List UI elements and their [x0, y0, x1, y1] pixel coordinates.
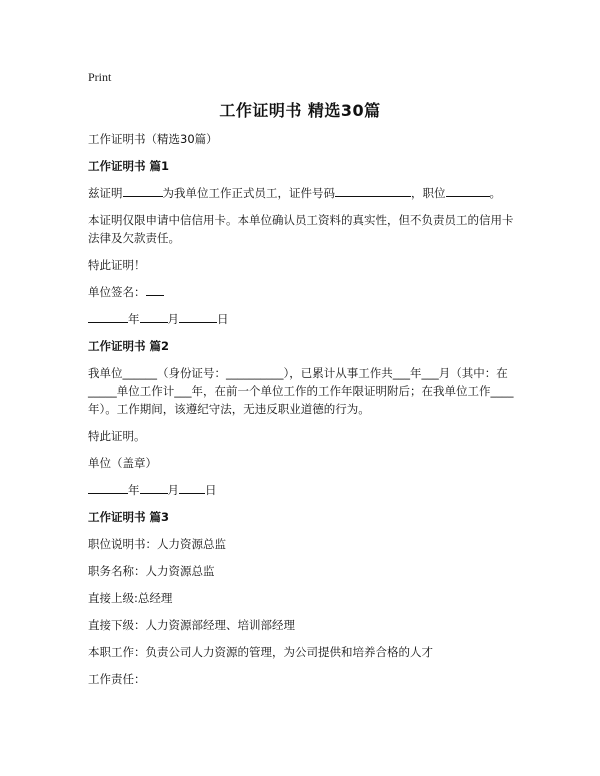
day-blank — [179, 310, 217, 323]
section-3-paragraph-5: 本职工作：负责公司人力资源的管理，为公司提供和培养合格的人才 — [88, 645, 433, 659]
section-3-heading: 工作证明书 篇3 — [88, 510, 170, 524]
s1-p1-d: 。 — [489, 186, 501, 200]
section-3-paragraph-2: 职务名称：人力资源总监 — [88, 564, 215, 578]
s1-p1-c: ，职位 — [411, 186, 446, 200]
section-3-paragraph-3: 直接上级:总经理 — [88, 591, 173, 605]
name-blank — [123, 184, 163, 197]
day-label: 日 — [205, 483, 217, 497]
section-1-heading: 工作证明书 篇1 — [88, 159, 170, 173]
document-body — [88, 130, 518, 697]
id-number-blank — [335, 184, 411, 197]
s1-p1-a: 兹证明 — [88, 186, 123, 200]
month-blank — [140, 481, 168, 494]
section-1-paragraph-2: 本证明仅限申请中信信用卡。本单位确认员工资料的真实性，但不负责员工的信用卡法律及欠款责任。 — [88, 213, 514, 245]
year-blank — [88, 310, 128, 323]
day-blank — [179, 481, 205, 494]
month-label: 月 — [167, 312, 179, 326]
year-label: 年 — [128, 483, 140, 497]
position-blank — [446, 184, 490, 197]
section-2-paragraph-2: 特此证明。 — [88, 429, 146, 443]
year-label: 年 — [128, 312, 140, 326]
section-1-date — [88, 310, 518, 328]
section-1-paragraph-1 — [88, 184, 518, 202]
document-subtitle: 工作证明书（精选30篇） — [88, 132, 218, 146]
section-3-paragraph-1: 职位说明书：人力资源总监 — [88, 537, 226, 551]
year-blank — [88, 481, 128, 494]
section-2-paragraph-1: 我单位______（身份证号：__________），已累计从事工作共___年___月（其中：在_____单位工作计___年，在前一个单位工作的工作年限证明附后；在我单位工作____年）。工作期间，该遵纪守法，无违反职业道德的行为。 — [88, 366, 514, 416]
print-label: Print — [88, 70, 112, 84]
section-1-paragraph-3: 特此证明！ — [88, 258, 146, 272]
month-blank — [140, 310, 168, 323]
s1-p1-b: 为我单位工作正式员工，证件号码 — [162, 186, 335, 200]
month-label: 月 — [167, 483, 179, 497]
section-3-paragraph-4: 直接下级：人力资源部经理、培训部经理 — [88, 618, 295, 632]
day-label: 日 — [217, 312, 229, 326]
section-1-signature — [88, 283, 518, 301]
section-2-seal: 单位（盖章） — [88, 456, 157, 470]
section-3-paragraph-6: 工作责任： — [88, 672, 146, 686]
section-2-heading: 工作证明书 篇2 — [88, 339, 170, 353]
page-title: 工作证明书 精选30篇 — [219, 101, 381, 120]
signature-blank — [146, 283, 164, 296]
signature-label: 单位签名： — [88, 285, 146, 299]
section-2-date — [88, 481, 518, 499]
